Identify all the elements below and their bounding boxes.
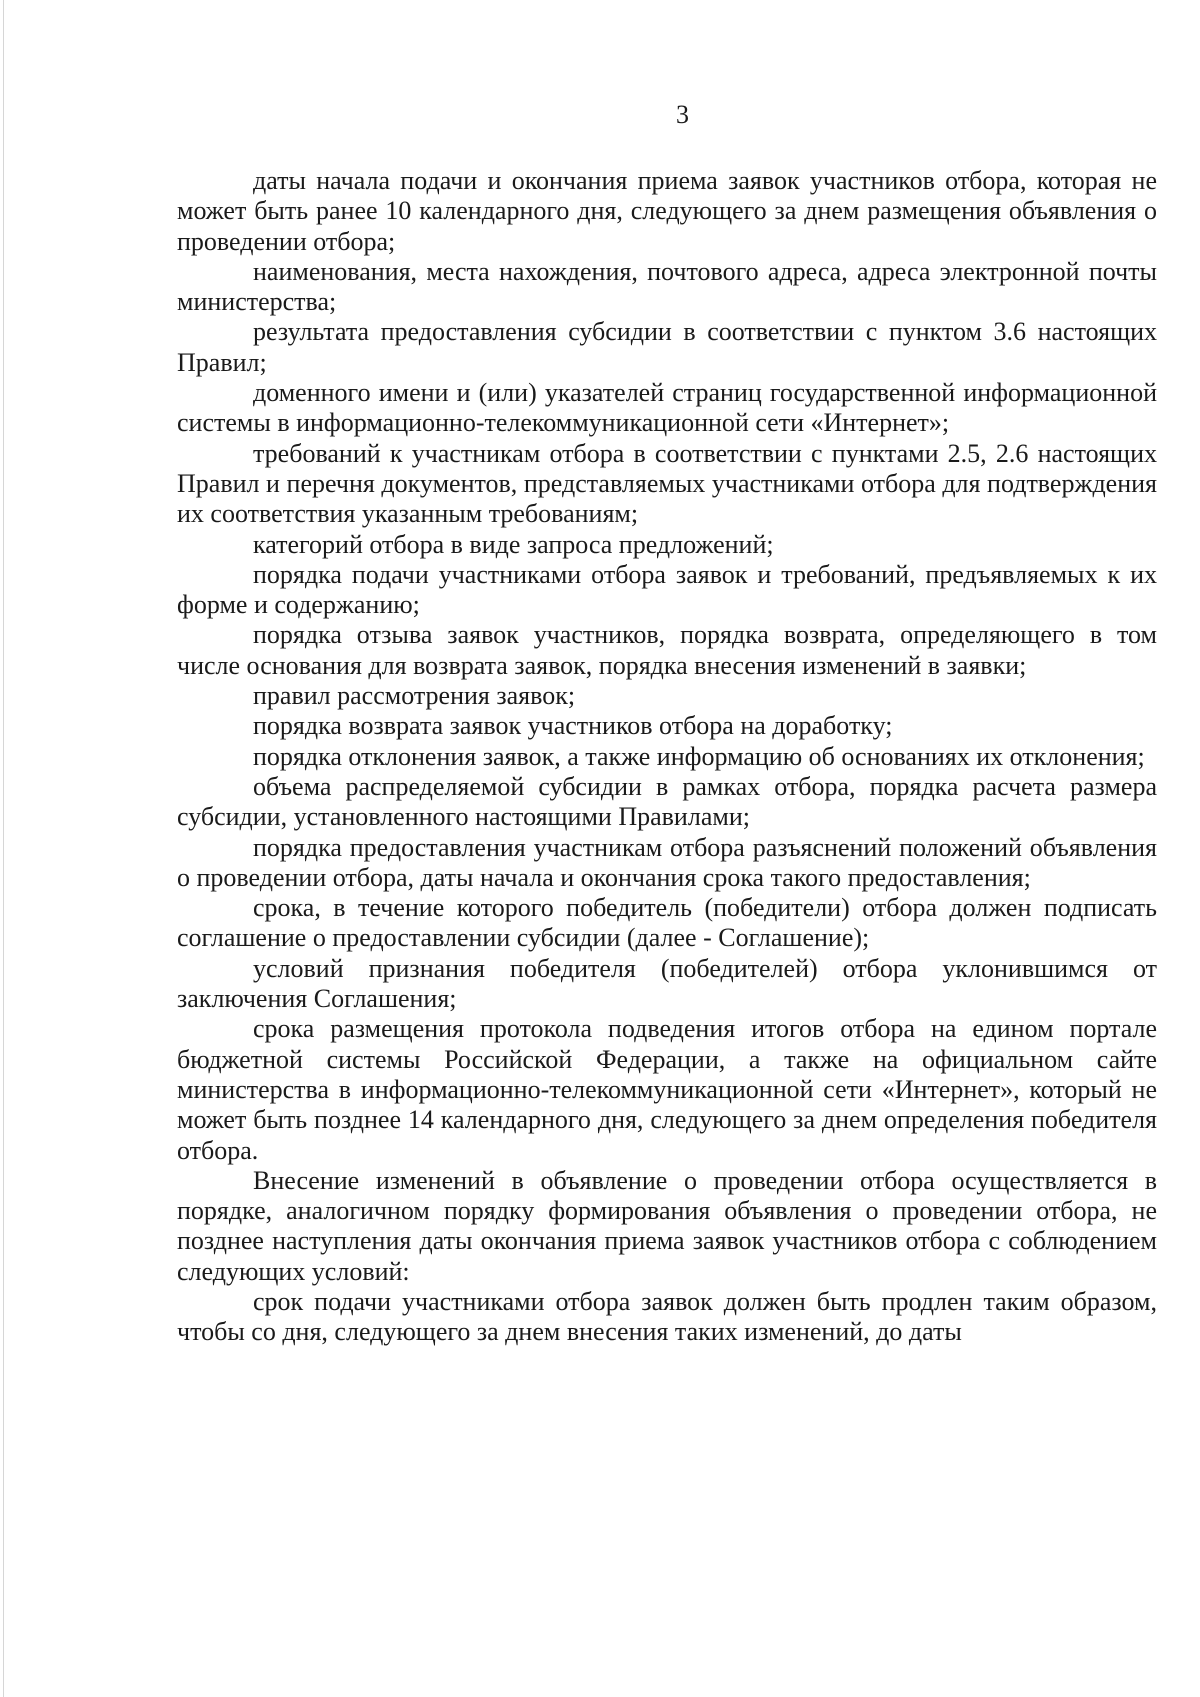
paragraph-1: даты начала подачи и окончания приема заявок участников отбора, которая не может быть ранее 10 календарного дня, следующего за днем размещения объявления о проведении отбора; [177,166,1157,256]
paragraph-2: наименования, места нахождения, почтового адреса, адреса электронной почты министерства; [177,256,1157,317]
document-body [177,166,1157,1348]
paragraph-14: срока, в течение которого победитель (победители) отбора должен подписать соглашение о предоставлении субсидии (далее - Соглашение); [177,893,1157,953]
paragraph-8: порядка отзыва заявок участников, порядка возврата, определяющего в том числе основания для возврата заявок, порядка внесения изменений в заявки; [177,620,1157,680]
page-number: 3 [676,100,689,129]
paragraph-17: Внесение изменений в объявление о проведении отбора осуществляется в порядке, аналогичном порядку формирования объявления о проведении отбора, не позднее наступления даты окончания приема заявок участников отбора с соблюдением следующих условий: [177,1165,1157,1286]
paragraph-4: доменного имени и (или) указателей страниц государственной информационной системы в информационно-телекоммуникационной сети «Интернет»; [177,378,1157,438]
paragraph-16: срока размещения протокола подведения итогов отбора на едином портале бюджетной системы Российской Федерации, а также на официальном сайте министерства в информационно-телекоммуникационной сети «Интернет», который не может быть позднее 14 календарного дня, следующего за днем определения победителя отбора. [177,1014,1157,1165]
paragraph-18: срок подачи участниками отбора заявок должен быть продлен таким образом, чтобы со дня, следующего за днем внесения таких изменений, до даты [177,1286,1157,1347]
paragraph-7: порядка подачи участниками отбора заявок и требований, предъявляемых к их форме и содержанию; [177,559,1157,620]
paragraph-12: объема распределяемой субсидии в рамках отбора, порядка расчета размера субсидии, установленного настоящими Правилами; [177,771,1157,832]
paragraph-9: правил рассмотрения заявок; [253,681,576,711]
paragraph-11: порядка отклонения заявок, а также информацию об основаниях их отклонения; [253,741,1145,771]
paragraph-3: результата предоставления субсидии в соответствии с пунктом 3.6 настоящих Правил; [177,317,1157,377]
paragraph-15: условий признания победителя (победителей) отбора уклонившимся от заключения Соглашения; [177,953,1157,1014]
paragraph-13: порядка предоставления участникам отбора разъяснений положений объявления о проведении отбора, даты начала и окончания срока такого предоставления; [177,832,1157,892]
scan-edge-line [3,0,4,1697]
paragraph-5: требований к участникам отбора в соответствии с пунктами 2.5, 2.6 настоящих Правил и перечня документов, представляемых участниками отбора для подтверждения их соответствия указанным требованиям; [177,438,1157,529]
paragraph-6: категорий отбора в виде запроса предложений; [253,529,774,559]
paragraph-10: порядка возврата заявок участников отбора на доработку; [253,711,893,741]
